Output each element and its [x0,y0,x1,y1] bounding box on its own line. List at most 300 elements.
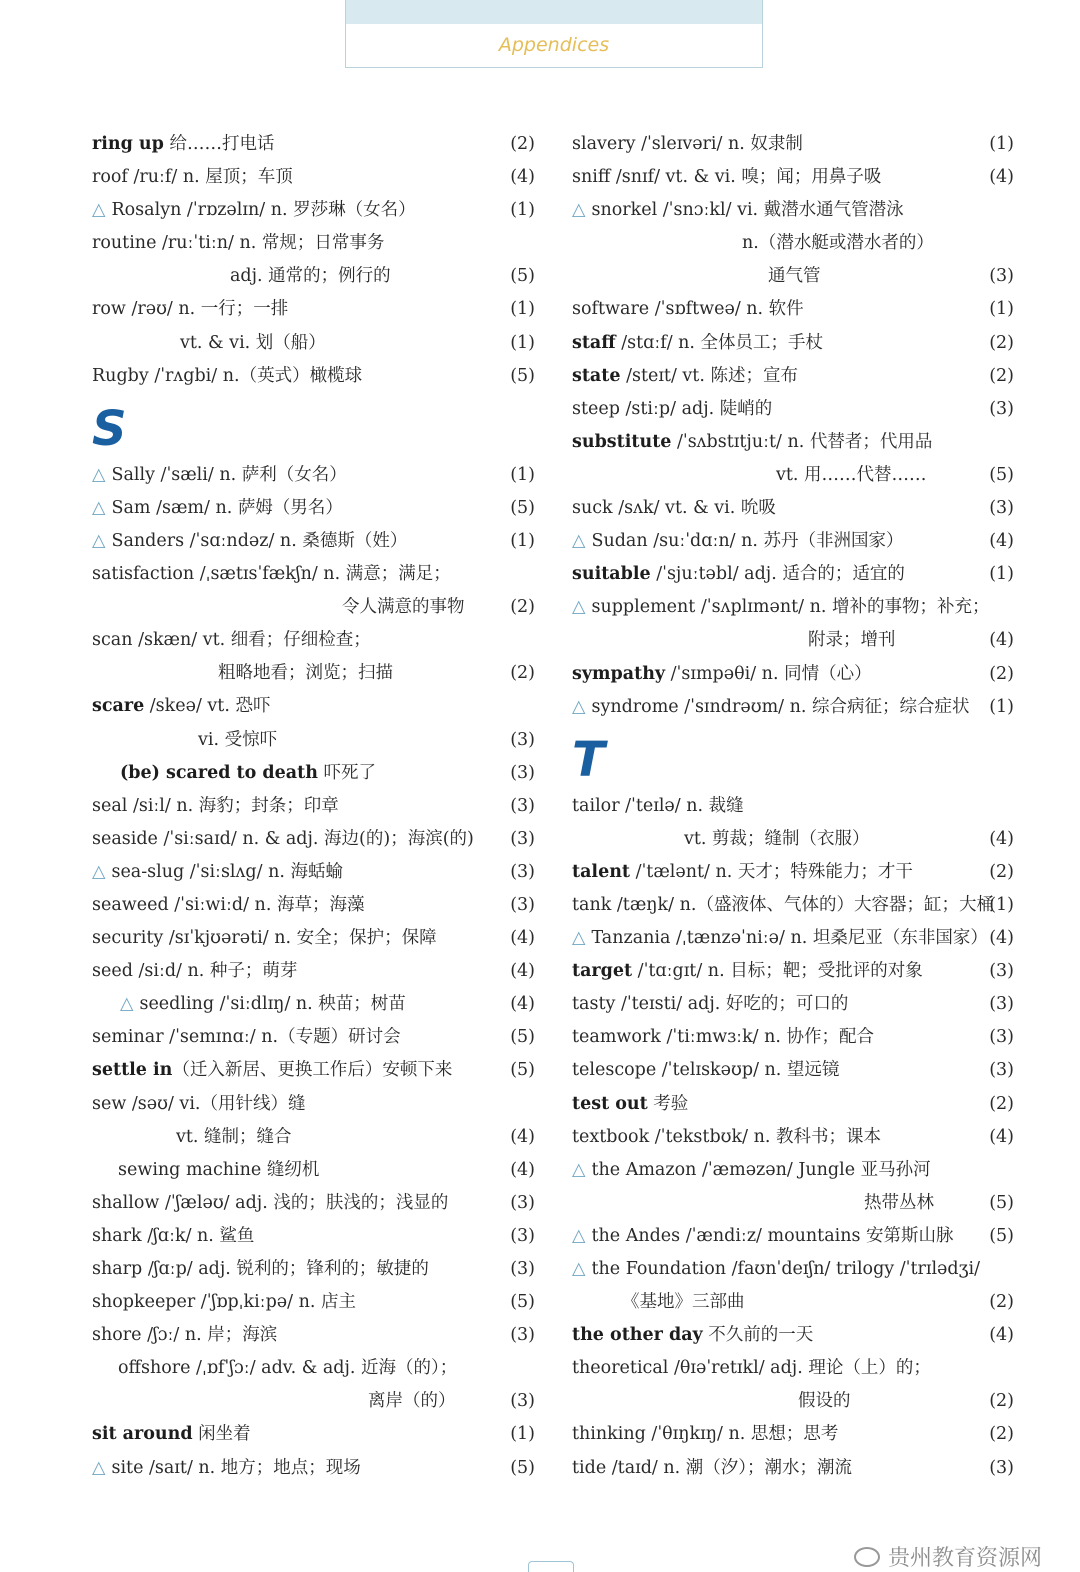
glossary-entry [572,856,1014,889]
glossary-entry [572,525,1014,558]
unit-number: (4) [510,994,535,1015]
headword: the other day [572,1325,703,1346]
unit-number: (5) [510,1457,535,1478]
definition: /ˈsiːsaɪd/ n. & adj. 海边(的)；海滨(的) [157,828,474,849]
headword: sewing machine [118,1159,262,1180]
unit-number: (1) [989,299,1014,320]
headword: substitute [572,431,672,452]
headword: (be) scared to death [120,762,318,783]
definition: /faʊnˈdeɪʃn/ trilogy /ˈtrɪlədʒi/ [726,1259,980,1279]
entry-text [368,1385,456,1418]
headword: syndrome [591,696,679,717]
unit-number: (5) [510,266,535,287]
headword: row [92,299,126,320]
entry-text [572,1253,980,1286]
definition: /sʌk/ vt. & vi. 吮吸 [612,498,776,519]
definition: /ˈsʌplɪmənt/ n. 增补的事物；补充； [695,597,990,618]
entry-text [776,459,927,492]
entry-text [572,426,932,459]
unit-number: (1) [510,1424,535,1445]
headword: seedling [139,994,215,1015]
triangle-icon: △ [572,1259,586,1279]
triangle-icon: △ [92,497,106,518]
header-title: Appendices [498,34,610,56]
glossary-entry [92,1385,535,1418]
definition: /ˈʃɒpˌkiːpə/ n. 店主 [195,1292,356,1313]
triangle-icon: △ [572,1159,586,1180]
definition: /sæm/ n. 萨姆（男名） [150,497,343,518]
entry-text [120,757,376,790]
section-letter-s: S [92,400,127,457]
wechat-icon [854,1547,880,1567]
glossary-entry [572,260,1014,293]
glossary-entry [92,1121,535,1154]
definition: /ʃɑːp/ adj. 锐利的；锋利的；敏捷的 [142,1259,429,1279]
definition: /ˈtælənt/ n. 天才；特殊能力；才干 [630,861,913,882]
headword: shark [92,1225,142,1246]
definition: n.（潜水艇或潜水者的） [742,233,934,254]
glossary-entry [572,327,1014,360]
headword: sew [92,1093,127,1114]
entry-text [92,227,384,260]
headword: sharp [92,1259,143,1279]
definition: 附录；增刊 [808,630,896,651]
unit-number: (3) [989,961,1014,982]
entry-text [92,161,293,194]
entry-text [92,889,364,922]
headword: Sanders [111,530,185,551]
definition: /siːl/ n. 海豹；封条；印章 [127,795,339,816]
entry-text [92,1319,277,1352]
definition: /ˈtekstbʊk/ n. 教科书；课本 [649,1126,881,1147]
unit-number: (5) [989,1225,1014,1246]
entry-text [572,492,776,525]
glossary-entry [572,1452,1014,1485]
definition: /ˈsɑːndəz/ n. 桑德斯（姓） [184,530,408,551]
unit-number: (4) [510,167,535,188]
unit-number: (4) [989,928,1014,949]
glossary-entry [92,1418,535,1451]
definition: 假设的 [798,1391,851,1412]
headword: test out [572,1093,648,1114]
entry-text [572,1352,931,1385]
section-letter-row [92,393,535,459]
headword: tailor [572,795,620,816]
glossary-entry [572,988,1014,1021]
entry-text [176,1121,292,1154]
definition: adj. 通常的；例行的 [230,266,391,287]
headword: snorkel [591,200,658,221]
headword: roof [92,167,128,188]
entry-text [92,360,362,393]
glossary-entry [92,657,535,690]
appendices-header [345,0,763,68]
unit-number: (3) [989,994,1014,1015]
unit-number: (2) [989,365,1014,386]
definition: /ˌɒfˈʃɔː/ adv. & adj. 近海（的）； [190,1358,458,1379]
entry-text [92,955,297,988]
entry-text [92,1220,254,1253]
glossary-entry [92,1253,535,1286]
entry-text [92,922,437,955]
headword: Sudan [591,531,648,552]
watermark [854,1541,1042,1572]
glossary-entry [92,293,535,326]
entry-text [572,194,904,227]
entry-text [92,624,371,657]
entry-text [572,955,923,988]
definition: （迁入新居、更换工作后）安顿下来 [172,1060,453,1081]
glossary-entry [572,558,1014,591]
headword: seaweed [92,894,169,915]
definition: /suːˈdɑːn/ n. 苏丹（非洲国家） [647,531,904,552]
triangle-icon: △ [572,200,586,221]
unit-number: (4) [989,1325,1014,1346]
entry-text [572,293,804,326]
glossary-entry [92,955,535,988]
headword: tasty [572,994,616,1015]
glossary-entry [92,889,535,922]
definition: 缝纫机 [261,1159,320,1180]
glossary-entry [92,624,535,657]
glossary-entry [572,360,1014,393]
glossary-entry [92,690,535,723]
glossary-entry [92,1154,535,1187]
triangle-icon: △ [572,531,586,552]
unit-number: (3) [510,894,535,915]
entry-text [572,988,848,1021]
entry-text [572,327,823,360]
unit-number: (3) [510,1225,535,1246]
glossary-entry [572,1418,1014,1451]
header-band [346,0,762,24]
entry-text [572,691,970,724]
glossary-entry [572,790,1014,823]
unit-number: (3) [510,861,535,882]
entry-text [92,558,451,591]
glossary-entry [92,525,535,558]
headword: seminar [92,1027,164,1048]
unit-number: (4) [989,167,1014,188]
headword: site [111,1457,144,1478]
headword: thinking [572,1424,646,1445]
headword: seaside [92,828,158,849]
entry-text [572,1220,954,1253]
unit-number: (2) [989,332,1014,353]
entry-text [572,1121,881,1154]
headword: Rugby [92,365,149,386]
entry-text [572,889,994,922]
entry-text [572,790,744,823]
entry-text [92,823,474,856]
unit-number: (2) [510,134,535,154]
unit-number: (4) [510,1126,535,1147]
unit-number: (3) [989,1027,1014,1048]
unit-number: (2) [989,1424,1014,1445]
entry-text [92,1253,429,1286]
entry-text [92,492,343,525]
entry-text [218,657,393,690]
entry-text [742,227,934,260]
definition: /ˈrʌgbi/ n.（英式）橄榄球 [148,365,363,386]
definition: 《基地》三部曲 [622,1292,745,1313]
definition: 闲坐着 [192,1424,251,1445]
headword: Tanzania [591,928,671,949]
definition: /ˈsɪndrəʊm/ n. 综合病征；综合症状 [678,696,970,717]
headword: steep [572,398,620,419]
unit-number: (2) [989,1093,1014,1114]
glossary-entry [92,591,535,624]
triangle-icon: △ [92,861,106,882]
glossary-entry [92,1088,535,1121]
triangle-icon: △ [572,597,586,618]
definition: /ˈsemɪnɑː/ n.（专题）研讨会 [163,1027,401,1048]
definition: 热带丛林 [864,1192,934,1213]
headword: shopkeeper [92,1292,196,1313]
entry-text [92,1286,356,1319]
entry-text [92,459,347,492]
definition: /sɪˈkjʊərəti/ n. 安全；保护；保障 [163,928,437,949]
unit-number: (1) [510,299,535,320]
definition: /ˈsɒftweə/ n. 软件 [649,299,804,320]
glossary-entry [572,624,1014,657]
headword: suitable [572,564,651,585]
definition: /stɑːf/ n. 全体员工；手杖 [615,332,824,353]
definition: 给……打电话 [163,134,275,154]
triangle-icon: △ [120,994,134,1015]
headword: target [572,961,633,982]
glossary-entry [572,1054,1014,1087]
definition: /ˈteɪsti/ adj. 好吃的；可口的 [615,994,849,1015]
headword: seal [92,795,128,816]
glossary-entry [92,1054,535,1087]
headword: sit around [92,1424,193,1445]
watermark-text: 贵州教育资源网 [887,1546,1042,1571]
definition: /ˈteɪlə/ n. 裁缝 [619,795,744,816]
glossary-entry [92,327,535,360]
glossary-entry [572,1088,1014,1121]
headword: Sam [111,497,151,518]
triangle-icon: △ [572,1225,586,1246]
unit-number: (4) [989,1126,1014,1147]
definition: /səʊ/ vi.（用针线）缝 [126,1093,306,1114]
entry-text [92,293,288,326]
glossary-entry [92,1352,535,1385]
triangle-icon: △ [92,200,106,221]
entry-text [572,128,803,161]
headword: textbook [572,1126,650,1147]
headword: supplement [591,597,696,618]
definition: /saɪt/ n. 地方；地点；现场 [143,1457,361,1478]
headword: sniff [572,167,611,188]
glossary-entry [92,1319,535,1352]
definition: /ˈsʌbstɪtjuːt/ n. 代替者；代用品 [671,431,933,452]
headword: shore [92,1325,142,1346]
definition: 通气管 [768,266,821,287]
headword: routine [92,233,157,254]
section-letter-t: T [572,731,605,788]
glossary-entry [572,128,1014,161]
glossary-entry [572,227,1014,260]
entry-text [92,525,407,558]
entry-text [230,260,391,293]
headword: the Amazon [591,1159,697,1180]
unit-number: (5) [989,1192,1014,1213]
unit-number: (3) [510,729,535,750]
glossary-entry [572,823,1014,856]
entry-text [572,1088,688,1121]
definition: /ʃɑːk/ n. 鲨鱼 [141,1225,255,1246]
headword: the Andes [591,1225,681,1246]
unit-number: (3) [510,762,535,783]
headword: talent [572,861,631,882]
glossary-entry [572,658,1014,691]
unit-number: (3) [989,398,1014,419]
unit-number: (1) [989,564,1014,585]
unit-number: (5) [510,1060,535,1081]
glossary-entry [572,1286,1014,1319]
definition: /ˌtænzəˈniːə/ n. 坦桑尼亚（东非国家） [670,928,988,949]
definition: /tæŋk/ n.（盛液体、气体的）大容器；缸；大桶 [611,894,994,915]
unit-number: (1) [989,894,1014,915]
headword: scan [92,630,133,651]
unit-number: (3) [510,1259,535,1279]
entry-text [572,1418,838,1451]
glossary-entry [92,128,535,161]
right-column [572,128,1014,1485]
section-letter-row [572,724,1014,790]
definition: /ˈtɑːgɪt/ n. 目标；靶；受批评的对象 [632,961,923,982]
definition: /ˈsɪmpəθi/ n. 同情（心） [665,663,872,684]
entry-text [572,1452,852,1485]
definition: 粗略地看；浏览；扫描 [218,663,393,684]
glossary-entry [92,724,535,757]
unit-number: (3) [989,1060,1014,1081]
entry-text [572,922,988,955]
page-number-tab [528,1561,574,1572]
entry-text [198,724,277,757]
entry-text [572,393,772,426]
unit-number: (1) [989,134,1014,154]
unit-number: (3) [510,795,535,816]
unit-number: (3) [510,1325,535,1346]
glossary-entry [92,260,535,293]
definition: 考验 [647,1093,689,1114]
unit-number: (5) [510,1292,535,1313]
entry-text [684,823,870,856]
glossary-entry [572,1352,1014,1385]
definition: 离岸（的） [368,1391,456,1412]
entry-text [798,1385,851,1418]
triangle-icon: △ [92,1457,106,1478]
left-column [92,128,535,1485]
glossary-entry [572,691,1014,724]
definition: 令人满意的事物 [342,597,465,618]
unit-number: (3) [510,1391,535,1412]
unit-number: (4) [989,531,1014,552]
entry-text [572,558,905,591]
entry-text [180,327,326,360]
headword: the Foundation [591,1259,727,1279]
glossary-entry [92,757,535,790]
definition: /ˈθɪŋkɪŋ/ n. 思想；思考 [645,1424,839,1445]
entry-text [92,1418,251,1451]
entry-text [92,856,343,889]
definition: /ˈtelɪskəʊp/ n. 望远镜 [656,1060,840,1081]
entry-text [92,194,416,227]
glossary-entry [92,459,535,492]
definition: /ˈsiːdlɪŋ/ n. 秧苗；树苗 [214,994,406,1015]
definition: 吓死了 [317,762,376,783]
glossary-entry [572,1154,1014,1187]
entry-text [342,591,465,624]
glossary-entry [572,1021,1014,1054]
headword: sea-slug [111,861,185,882]
glossary-entry [572,1220,1014,1253]
entry-text [864,1187,934,1220]
headword: offshore [118,1358,191,1379]
glossary-entry [92,1220,535,1253]
glossary-entry [572,1187,1014,1220]
entry-text [572,1154,931,1187]
definition: /ˈsiːwiːd/ n. 海草；海藻 [168,894,365,915]
glossary-entry [572,293,1014,326]
unit-number: (3) [989,498,1014,519]
headword: settle in [92,1060,173,1081]
glossary-entry [572,591,1014,624]
unit-number: (4) [510,928,535,949]
headword: state [572,365,621,386]
unit-number: (3) [989,1457,1014,1478]
definition: /taɪd/ n. 潮（汐）；潮水；潮流 [606,1457,853,1478]
headword: Sally [111,464,155,485]
glossary-entry [92,790,535,823]
glossary-entry [92,988,535,1021]
unit-number: (1) [510,464,535,485]
headword: teamwork [572,1027,661,1048]
unit-number: (2) [510,597,535,618]
entry-text [92,790,339,823]
glossary-entry [92,360,535,393]
headword: software [572,299,650,320]
glossary-entry [572,922,1014,955]
unit-number: (1) [510,332,535,353]
definition: vt. & vi. 划（船） [180,332,326,353]
unit-number: (5) [989,464,1014,485]
definition: /θɪəˈretɪkl/ adj. 理论（上）的； [668,1358,931,1379]
entry-text [768,260,821,293]
entry-text [92,128,274,161]
glossary-entry [92,161,535,194]
definition: /snɪf/ vt. & vi. 嗅；闻；用鼻子吸 [610,167,882,188]
unit-number: (2) [510,663,535,684]
glossary-entry [572,194,1014,227]
unit-number: (1) [510,530,535,551]
glossary-entry [572,1121,1014,1154]
unit-number: (2) [989,663,1014,684]
unit-number: (2) [989,1292,1014,1313]
unit-number: (4) [510,1159,535,1180]
definition: /skeə/ vt. 恐吓 [144,696,271,717]
headword: seed [92,961,133,982]
headword: Rosalyn [111,200,182,221]
definition: /ˈæməzən/ Jungle 亚马孙河 [696,1159,931,1180]
glossary-entry [572,1319,1014,1352]
glossary-entry [92,194,535,227]
glossary-entry [92,1021,535,1054]
entry-text [92,690,270,723]
definition: /ˈsiːslʌg/ n. 海蛞蝓 [184,861,343,882]
